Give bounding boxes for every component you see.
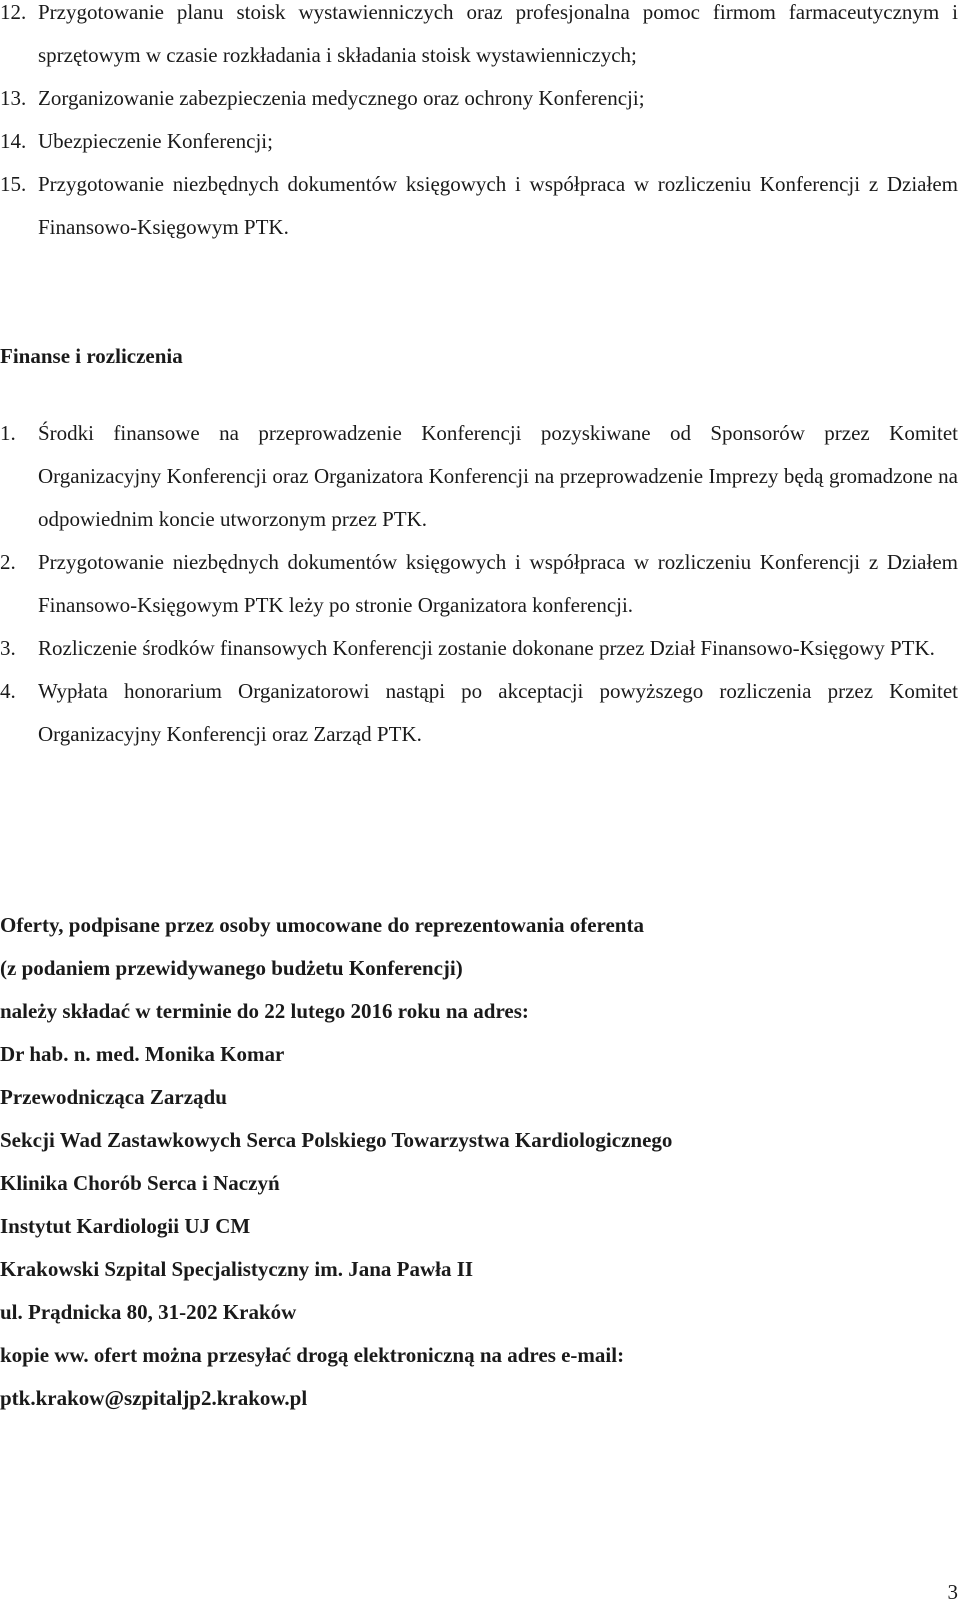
recipient-role: Przewodnicząca Zarządu bbox=[0, 1085, 227, 1109]
finance-list bbox=[0, 412, 958, 756]
list-item-text: Przygotowanie niezbędnych dokumentów księgowych i współpraca w rozliczeniu Konferencji z Działem Finansowo-Księgowym PTK. bbox=[38, 172, 958, 239]
list-item-text: Ubezpieczenie Konferencji; bbox=[38, 129, 273, 153]
list-item-text: Rozliczenie środków finansowych Konferencji zostanie dokonane przez Dział Finansowo-Księgowy PTK. bbox=[38, 636, 935, 660]
recipient-address: ul. Prądnicka 80, 31-202 Kraków bbox=[0, 1300, 297, 1324]
list-item bbox=[0, 541, 958, 627]
list-item-text: Środki finansowe na przeprowadzenie Konferencji pozyskiwane od Sponsorów przez Komitet Organizacyjny Konferencji oraz Organizatora Konferencji na przeprowadzenie Imprezy będą gromadzone na odpowiednim koncie utworzonym przez PTK. bbox=[38, 421, 958, 531]
offer-deadline: należy składać w terminie do 22 lutego 2016 roku na adres: bbox=[0, 999, 529, 1023]
list-item bbox=[0, 670, 958, 756]
offer-submission-block bbox=[0, 904, 672, 1420]
list-item-number: 4. bbox=[0, 679, 16, 703]
list-item-number: 15. bbox=[0, 172, 27, 196]
list-item-text: Wypłata honorarium Organizatorowi nastąpi po akceptacji powyższego rozliczenia przez Komitet Organizacyjny Konferencji oraz Zarząd PTK. bbox=[38, 679, 958, 746]
list-item-number: 3. bbox=[0, 636, 16, 660]
section-heading-finance: Finanse i rozliczenia bbox=[0, 344, 183, 368]
recipient-section: Sekcji Wad Zastawkowych Serca Polskiego Towarzystwa Kardiologicznego bbox=[0, 1128, 673, 1152]
list-item bbox=[0, 0, 958, 77]
email-address: ptk.krakow@szpitaljp2.krakow.pl bbox=[0, 1386, 308, 1410]
task-list-continued bbox=[0, 0, 958, 249]
list-item bbox=[0, 163, 958, 249]
offer-intro-line: Oferty, podpisane przez osoby umocowane do reprezentowania oferenta bbox=[0, 913, 644, 937]
list-item-text: Przygotowanie planu stoisk wystawienniczych oraz profesjonalna pomoc firmom farmaceutycznym i sprzętowym w czasie rozkładania i składania stoisk wystawienniczych; bbox=[38, 0, 958, 67]
list-item bbox=[0, 627, 958, 670]
page-number: 3 bbox=[947, 1580, 958, 1604]
list-item bbox=[0, 120, 958, 163]
email-note: kopie ww. ofert można przesyłać drogą elektroniczną na adres e-mail: bbox=[0, 1343, 625, 1367]
recipient-institute: Instytut Kardiologii UJ CM bbox=[0, 1214, 251, 1238]
recipient-name: Dr hab. n. med. Monika Komar bbox=[0, 1042, 285, 1066]
list-item-number: 14. bbox=[0, 129, 27, 153]
list-item-text: Zorganizowanie zabezpieczenia medycznego oraz ochrony Konferencji; bbox=[38, 86, 645, 110]
offer-budget-note: (z podaniem przewidywanego budżetu Konferencji) bbox=[0, 956, 463, 980]
list-item-text: Przygotowanie niezbędnych dokumentów księgowych i współpraca w rozliczeniu Konferencji z Działem Finansowo-Księgowym PTK leży po stronie Organizatora konferencji. bbox=[38, 550, 958, 617]
list-item-number: 13. bbox=[0, 86, 27, 110]
list-item-number: 2. bbox=[0, 550, 16, 574]
list-item-number: 12. bbox=[0, 0, 27, 24]
list-item-number: 1. bbox=[0, 421, 16, 445]
list-item bbox=[0, 77, 958, 120]
recipient-clinic: Klinika Chorób Serca i Naczyń bbox=[0, 1171, 280, 1195]
recipient-hospital: Krakowski Szpital Specjalistyczny im. Jana Pawła II bbox=[0, 1257, 474, 1281]
list-item bbox=[0, 412, 958, 541]
